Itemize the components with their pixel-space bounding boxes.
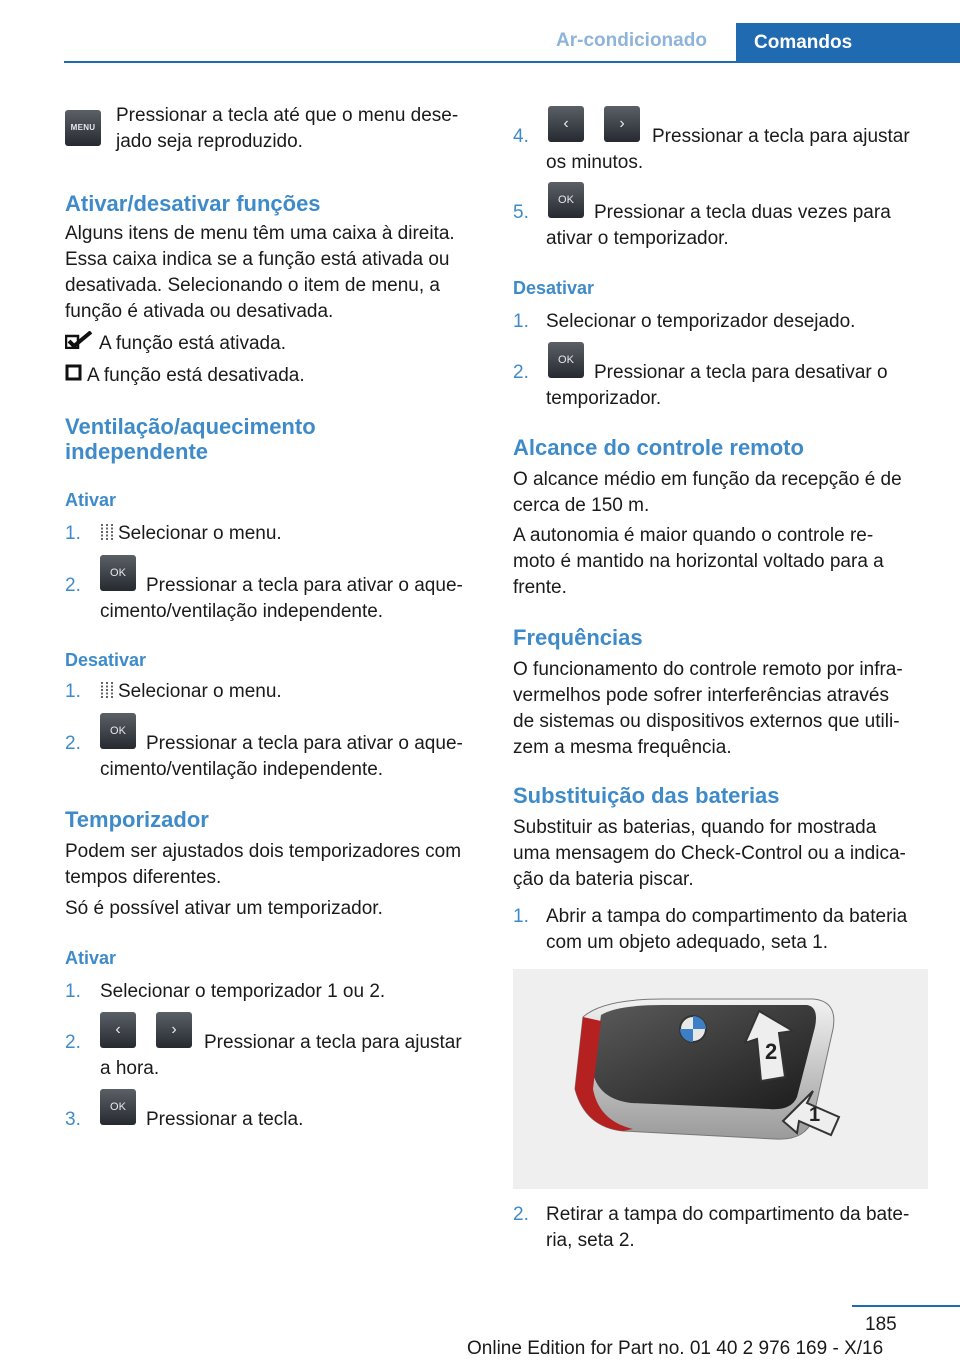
range-paragraph-1: O alcance médio em função da recepção é de cerca de 150 m. [513,469,902,516]
step-text: Selecionar o temporizador desejado. [546,311,856,332]
heading-remote-range: Alcance do controle remoto [513,435,804,460]
step-text: Pressionar a tecla para desativar o temporizador. [546,362,888,409]
battery-paragraph: Substituir as baterias, quando for mostrada uma mensagem do Check-Control ou a indica- ção da bateria piscar. [513,817,906,890]
ok-button-icon: OK [548,344,584,380]
step-number: 4. [513,126,529,147]
step-text: Selecionar o temporizador 1 ou 2. [100,981,386,1002]
edition-text: Online Edition for Part no. 01 40 2 976 169 - X/16 [467,1338,884,1359]
prev-button-icon: ‹ [548,108,584,144]
step-number: 5. [513,202,529,223]
heading-battery-replacement: Substituição das baterias [513,783,780,808]
header-section-label: Ar-condicionado [556,30,707,51]
step-number: 1. [65,523,81,544]
next-button-icon: › [604,108,640,144]
heading-deactivate-2: Desativar [513,278,595,298]
step-number: 1. [513,311,529,332]
heading-ventilation-heating: Ventilação/aquecimento independente [65,414,316,464]
heading-activate-1: Ativar [65,490,117,510]
function-off-text: A função está desativada. [87,365,305,386]
frequencies-paragraph: O funcionamento do controle remoto por infra- vermelhos pode sofrer interferências através de sistemas ou dispositivos externos que utili- zem a mesma frequência. [513,659,903,758]
step-text: Pressionar a tecla para ajustar os minutos. [546,126,910,173]
heading-activate-2: Ativar [65,948,117,968]
timer-paragraph-2: Só é possível ativar um temporizador. [65,898,383,919]
arrow-1-label: 1 [809,1104,821,1126]
ok-button-icon: OK [100,557,136,593]
heading-deactivate-1: Desativar [65,650,147,670]
header-tab-commands: Comandos [736,23,960,63]
prev-button-icon: ‹ [100,1014,136,1050]
step-number: 2. [513,1204,529,1225]
step-number: 1. [513,906,529,927]
step-text: Retirar a tampa do compartimento da bate- ria, seta 2. [546,1204,910,1251]
step-number: 2. [65,733,81,754]
heater-icon [100,681,114,699]
step-text: Selecionar o menu. [100,521,282,547]
step-number: 2. [513,362,529,383]
ok-button-icon: OK [100,1091,136,1127]
checkbox-empty-icon [65,363,87,389]
step-number: 3. [65,1109,81,1130]
checkmark-icon [65,331,99,357]
step-number: 2. [65,575,81,596]
heading-timer: Temporizador [65,807,209,832]
function-on-row [65,331,286,357]
function-on-text: A função está ativada. [99,333,286,354]
step-text: Abrir a tampa do compartimento da bateria com um objeto adequado, seta 1. [546,906,908,953]
footer-rule [852,1305,960,1307]
function-off-row [65,363,305,389]
heading-activate-functions: Ativar/desativar funções [65,191,321,216]
menu-key-instruction [65,105,485,152]
header-rule [64,61,960,63]
step-number: 2. [65,1032,81,1053]
step-number: 1. [65,681,81,702]
key-fob-illustration [513,969,928,1189]
next-button-icon: › [156,1014,192,1050]
timer-paragraph-1: Podem ser ajustados dois temporizadores com tempos diferentes. [65,841,462,888]
heading-frequencies: Frequências [513,625,643,650]
step-text: Selecionar o menu. [100,679,282,705]
range-paragraph-2: A autonomia é maior quando o controle re- moto é mantido na horizontal voltado para a frente. [513,525,884,598]
arrow-2-label: 2 [765,1039,778,1064]
heater-icon [100,523,114,541]
ok-button-icon: OK [100,715,136,751]
step-text: Pressionar a tecla para ativar o aque- cimento/ventilação independente. [100,575,463,622]
step-number: 1. [65,981,81,1002]
step-text: Pressionar a tecla duas vezes para ativar o temporizador. [546,202,891,249]
activate-functions-paragraph: Alguns itens de menu têm uma caixa à direita. Essa caixa indica se a função está ativada ou desativada. Selecionando o item de menu, a função é ativada ou desativada. [65,223,455,322]
page-number: 185 [865,1314,897,1335]
ok-button-icon: OK [548,184,584,220]
menu-button-icon: MENU [65,110,101,146]
step-text: Pressionar a tecla. [146,1109,304,1130]
step-text: Pressionar a tecla para ativar o aque- cimento/ventilação independente. [100,733,463,780]
menu-key-text: Pressionar a tecla até que o menu dese- jado seja reproduzido. [116,105,459,152]
step-text: Pressionar a tecla para ajustar a hora. [100,1032,462,1079]
